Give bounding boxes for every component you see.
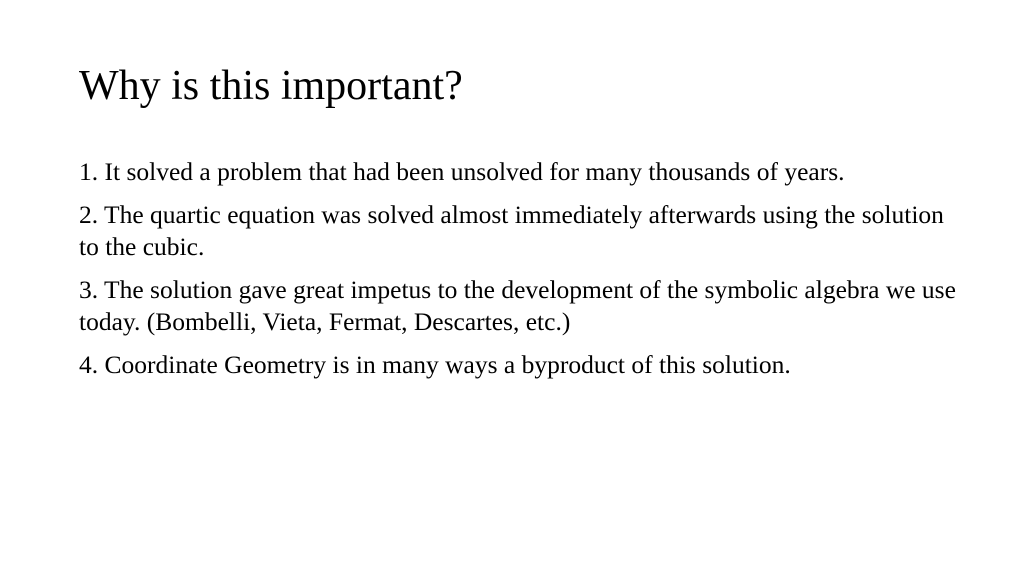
list-item: 1. It solved a problem that had been unsolved for many thousands of years. [79,157,845,186]
list-item: 3. The solution gave great impetus to the development of the symbolic algebra we use today. (Bombelli, Vieta, Fermat, Descartes, etc.) [79,275,956,336]
list-item: 4. Coordinate Geometry is in many ways a byproduct of this solution. [79,350,791,379]
bullet-list [79,156,959,392]
slide-title: Why is this important? [79,63,463,109]
list-item: 2. The quartic equation was solved almost immediately afterwards using the solution to the cubic. [79,200,944,261]
